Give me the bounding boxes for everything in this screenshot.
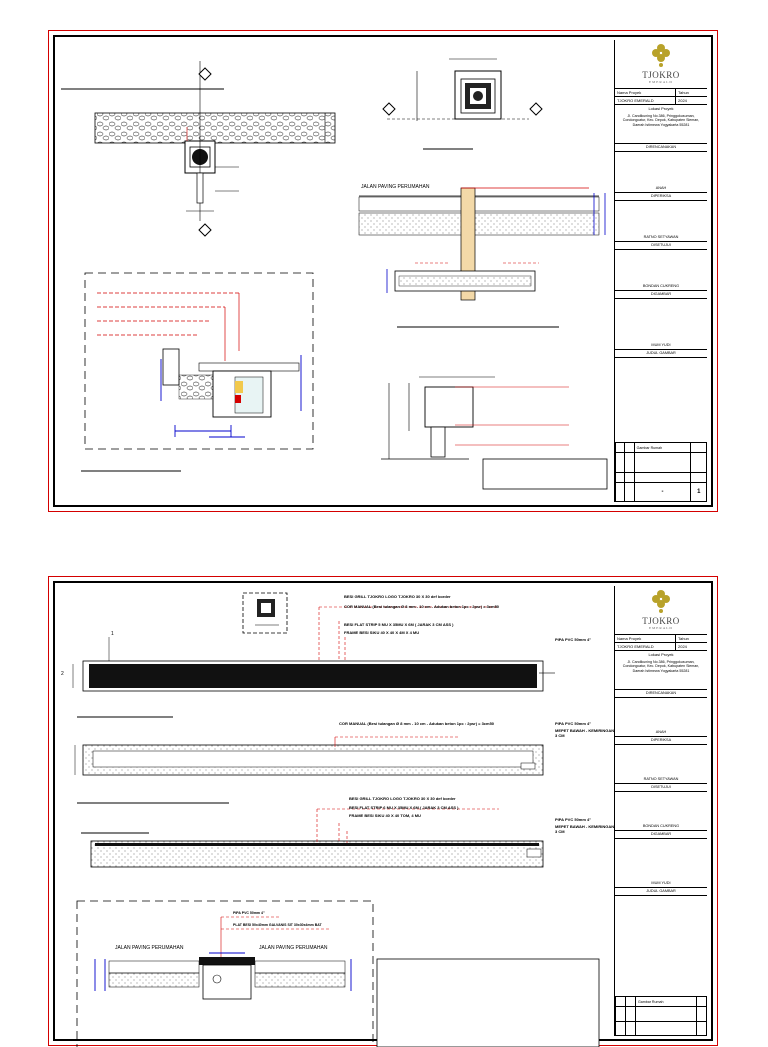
planner-name-2: ANAH <box>655 730 667 734</box>
brand-name-2: TJOKRO <box>642 616 680 626</box>
drawing-title-label: JUDUL GAMBAR <box>615 350 707 358</box>
drawer-name-2: MUM YUDI <box>651 881 671 885</box>
planned-label-2: DIRENCANAKAN <box>615 690 707 698</box>
drain-grill-icon <box>243 593 287 633</box>
approver-name: BONDAN CUKRENG <box>642 284 680 288</box>
project-value-row <box>615 97 707 105</box>
logo <box>615 40 707 89</box>
approver-block-2 <box>615 792 707 831</box>
title-block-2 <box>614 586 707 1036</box>
location-address: Jl. Candikuning No.386, Pringgokusuman, Condongcatur, Kec. Depok, Kabupaten Sleman, Daerah Istimewa Yogyakarta 55281 <box>622 113 700 127</box>
manhole-section <box>381 377 607 489</box>
project-label-2: Nama Proyek <box>615 635 676 642</box>
planner-block <box>615 152 707 193</box>
channel-section-middle <box>75 737 543 803</box>
sheet-number: 1 <box>691 483 707 502</box>
note-cor-2: COR MANUAL (Besi tulangan Ø 8 mm - 10 cm - Adukan beton 1pc : 2psr) = 3cm50 <box>339 721 495 726</box>
project-value-2: TJOKRO EMERALD <box>615 643 676 650</box>
note-flat: BESI FLAT STRIP 5 MU X 35MU X 6M ( JARAK 3 CM ASS ) <box>344 622 454 627</box>
checked-label: DIPERIKSA <box>615 193 707 201</box>
logo-ornament-icon <box>647 589 675 615</box>
planned-label: DIRENCANAKAN <box>615 144 707 152</box>
logo-2 <box>615 586 707 635</box>
road-drain-detail <box>77 901 599 1047</box>
road-right-label: JALAN PAVING PERUMAHAN <box>259 945 328 951</box>
drawer-block <box>615 299 707 350</box>
note-flat-2: BESI FLAT STRIP 6 MU X 35MU X 6M ( JARAK 3 CM ASS ) <box>349 805 459 810</box>
plan-view-drain <box>61 61 335 236</box>
project-label: Nama Proyek <box>615 89 676 96</box>
planner-block-2 <box>615 698 707 737</box>
drawer-name: MUM YUDI <box>651 343 671 347</box>
road-section <box>359 188 605 327</box>
note-detail-pipe: PIPA PVC 50mm 4" <box>233 911 265 915</box>
year-value: 2024 <box>678 98 687 103</box>
grill-detail-top <box>383 59 542 149</box>
approver-name-2: BONDAN CUKRENG <box>642 824 680 828</box>
road-label: JALAN PAVING PERUMAHAN <box>361 184 430 190</box>
sheet-number-grid-2 <box>615 996 707 1036</box>
drawer-block-2 <box>615 839 707 888</box>
year-label: Tahun <box>678 90 689 95</box>
drawn-label-2: DIGAMBAR <box>615 831 707 839</box>
scale-label-2: Gambar Rumah <box>635 997 696 1007</box>
brand-subtitle: EMERALD <box>649 80 673 84</box>
note-cor: COR MANUAL (Besi tulangan Ø 8 mm - 10 cm - Adukan beton 1pc : 2psr) = 3cm50 <box>344 604 500 609</box>
year-label-2: Tahun <box>678 636 689 641</box>
location-heading-2: Lokasi Proyek <box>648 652 674 657</box>
checker-name-2: RATNO SETYAWAN <box>643 777 679 781</box>
brand-subtitle-2: EMERALD <box>649 626 673 630</box>
brand-name: TJOKRO <box>642 70 680 80</box>
dim-label-1: 1 <box>111 631 114 637</box>
road-left-label: JALAN PAVING PERUMAHAN <box>115 945 184 951</box>
note-pipe-2-sub: MEPET BAWAH - KEMIRINGAN 3 CM <box>555 728 615 738</box>
scale-label: Gambar Rumah <box>634 443 691 453</box>
sheet-dash: - <box>634 483 691 502</box>
note-frame: FRAME BESI SIKU 40 X 40 X 4M X 4 MU <box>344 630 420 635</box>
project-header-row-2 <box>615 635 707 643</box>
planner-name: ANAH <box>655 186 667 190</box>
note-pipe-2: PIPA PVC 50mm 4" <box>555 721 592 726</box>
location-block-2 <box>615 651 707 690</box>
note-frame-2: FRAME BESI SIKU 40 X 40 TOM, 4 MU <box>349 813 421 818</box>
title-block <box>614 40 707 502</box>
channel-section-lower <box>81 809 543 867</box>
approver-block <box>615 250 707 291</box>
location-address-2: Jl. Candikuning No.386, Pringgokusuman, Condongcatur, Kec. Depok, Kabupaten Sleman, Daerah Istimewa Yogyakarta 55281 <box>622 659 700 673</box>
checker-block <box>615 201 707 242</box>
drawn-label: DIGAMBAR <box>615 291 707 299</box>
approved-label: DISETUJUI <box>615 242 707 250</box>
note-pipe-1: PIPA PVC 50mm 4" <box>555 637 592 642</box>
drawing-sheet-1 <box>48 30 718 512</box>
project-header-row <box>615 89 707 97</box>
location-block <box>615 105 707 144</box>
note-pipe-3-sub: MEPET BAWAH - KEMIRINGAN 3 CM <box>555 824 615 834</box>
dim-label-2: 2 <box>61 671 64 677</box>
channel-plan-top <box>73 607 555 717</box>
note-pipe-3: PIPA PVC 50mm 4" <box>555 817 592 822</box>
project-value: TJOKRO EMERALD <box>615 97 676 104</box>
location-heading: Lokasi Proyek <box>648 106 674 111</box>
checked-label-2: DIPERIKSA <box>615 737 707 745</box>
checker-name: RATNO SETYAWAN <box>643 235 679 239</box>
checker-block-2 <box>615 745 707 784</box>
drawing-sheet-2 <box>48 576 718 1046</box>
note-grill: BESI GRILL TJOKRO LOGO TJOKRO 30 X 30 def border <box>344 594 451 599</box>
note-detail-plat: PLAT BESI 50x40mm GALVANIS SIT 30x30x4mm BAT <box>233 923 322 927</box>
note-grill-2: BESI GRILL TJOKRO LOGO TJOKRO 30 X 30 def border <box>349 796 456 801</box>
pit-section-detail <box>81 273 313 471</box>
year-value-2: 2024 <box>678 644 687 649</box>
drawing-title-label-2: JUDUL GAMBAR <box>615 888 707 896</box>
project-value-row-2 <box>615 643 707 651</box>
logo-ornament-icon <box>647 43 675 69</box>
sheet-number-grid <box>615 442 707 502</box>
approved-label-2: DISETUJUI <box>615 784 707 792</box>
